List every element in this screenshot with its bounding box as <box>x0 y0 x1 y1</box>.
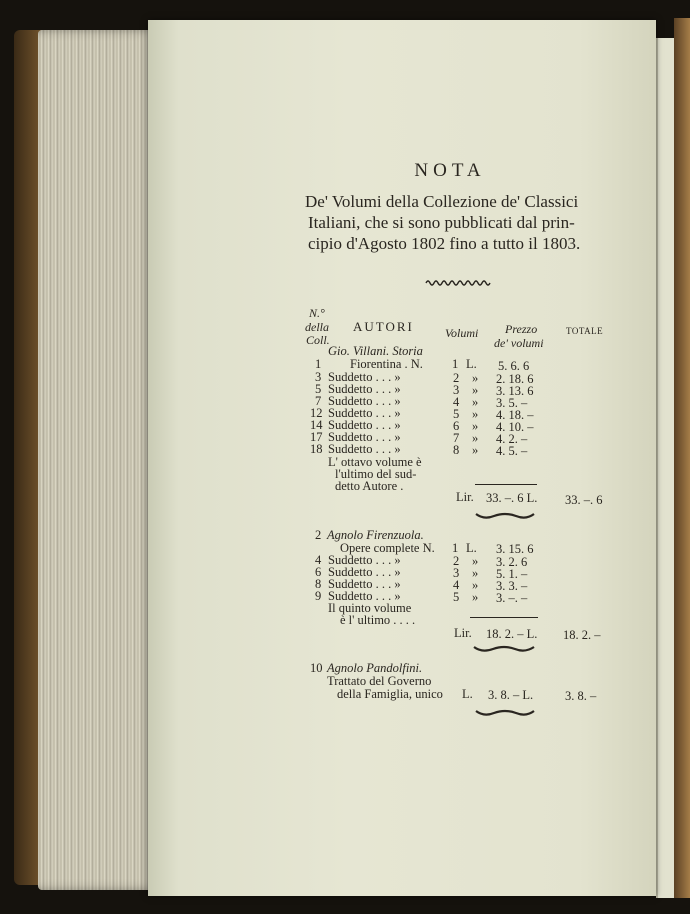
row-num: 14 <box>310 418 323 432</box>
row-vol: 3 <box>453 566 460 580</box>
row-num: 3 <box>315 370 322 384</box>
row-num: 12 <box>310 406 323 420</box>
row-vol: 2 <box>453 554 460 568</box>
sum-rule <box>475 484 537 485</box>
header-prezzo-1: Prezzo <box>505 322 538 336</box>
header-num-3: Coll. <box>306 333 330 347</box>
header-num-1: N.° <box>309 306 325 320</box>
row-text: Opere complete N. <box>340 541 435 555</box>
row-vol-sep: L. <box>466 541 477 555</box>
note-line: L' ottavo volume è <box>328 455 422 469</box>
row-num: 18 <box>310 442 323 456</box>
row-num: 1 <box>315 357 322 371</box>
header-num-2: della <box>305 320 329 334</box>
row-num: 17 <box>310 430 323 444</box>
row-text: Suddetto . . . » <box>328 442 401 456</box>
row-price: 4. 5. – <box>496 444 528 458</box>
row-vol: 3 <box>453 383 460 397</box>
row-price: 3. 13. 6 <box>496 384 534 398</box>
row-text: Suddetto . . . » <box>328 589 401 603</box>
subtotal-price: 18. 2. – L. <box>486 627 538 641</box>
note-line: l'ultimo del sud- <box>335 467 417 481</box>
row-vol: 5 <box>453 590 460 604</box>
row-vol-sep: » <box>472 395 479 409</box>
ornament-swash <box>474 510 536 522</box>
row-vol-sep: » <box>472 431 479 445</box>
row-price: 4. 18. – <box>496 408 534 422</box>
row-num: 5 <box>315 382 322 396</box>
row-text: della Famiglia, unico <box>337 687 443 701</box>
note-line: è l' ultimo . . . . <box>340 613 416 627</box>
row-num: 2 <box>315 528 322 542</box>
header-totale: TOTALE <box>566 326 604 336</box>
row-price: 4. 10. – <box>496 420 534 434</box>
author-pandolfini: Agnolo Pandolfini. <box>327 661 423 675</box>
row-num: 9 <box>315 589 322 603</box>
row-vol-sep: » <box>472 371 479 385</box>
row-num: 8 <box>315 577 322 591</box>
ornament-swash <box>472 643 536 655</box>
intro-line-1: De' Volumi della Collezione de' Classici <box>305 192 579 211</box>
note-line: detto Autore . <box>335 479 404 493</box>
ornament-swash <box>474 707 536 719</box>
row-price: 2. 18. 6 <box>496 372 534 386</box>
row-vol-sep: » <box>472 407 479 421</box>
row-price: 3. –. – <box>496 591 528 605</box>
author-firenzuola: Agnolo Firenzuola. <box>327 528 424 542</box>
row-vol-sep: » <box>472 554 479 568</box>
total-value: 18. 2. – <box>563 628 601 642</box>
row-vol: 4 <box>453 578 460 592</box>
total-value: 33. –. 6 <box>565 493 603 507</box>
row-vol: 2 <box>453 371 460 385</box>
note-line: Il quinto volume <box>328 601 412 615</box>
row-price: 3. 15. 6 <box>496 542 534 556</box>
row-text: Suddetto . . . » <box>328 577 401 591</box>
row-vol-sep: L. <box>462 687 473 701</box>
row-num: 4 <box>315 553 322 567</box>
row-vol: 8 <box>453 443 460 457</box>
total-value: 3. 8. – <box>565 689 597 703</box>
row-text: Suddetto . . . » <box>328 370 401 384</box>
row-vol: 1 <box>452 541 459 555</box>
row-price: 3. 3. – <box>496 579 528 593</box>
page-title: NOTA <box>414 160 486 181</box>
row-text: Suddetto . . . » <box>328 382 401 396</box>
row-vol-sep: » <box>472 383 479 397</box>
row-vol: 6 <box>453 419 460 433</box>
author-villani: Gio. Villani. Storia <box>328 344 423 358</box>
row-num: 6 <box>315 565 322 579</box>
row-vol-sep: L. <box>466 357 477 371</box>
subtotal-label: Lir. <box>454 626 472 640</box>
row-vol-sep: » <box>472 419 479 433</box>
row-price: 3. 2. 6 <box>496 555 528 569</box>
row-price: 3. 5. – <box>496 396 528 410</box>
row-vol-sep: » <box>472 566 479 580</box>
intro-line-2: Italiani, che si sono pubblicati dal prin- <box>308 213 575 232</box>
book-cover-right <box>674 18 690 898</box>
row-vol-sep: » <box>472 578 479 592</box>
row-num: 10 <box>310 661 323 675</box>
subtotal-label: Lir. <box>456 490 474 504</box>
row-text: Suddetto . . . » <box>328 565 401 579</box>
row-text: Suddetto . . . » <box>328 406 401 420</box>
header-autori: AUTORI <box>353 319 414 334</box>
row-price: 5. 1. – <box>496 567 528 581</box>
header-prezzo-2: de' volumi <box>494 336 544 350</box>
ornament-squiggle <box>425 278 493 288</box>
row-text: Fiorentina . N. <box>350 357 423 371</box>
row-price: 4. 2. – <box>496 432 528 446</box>
row-vol: 7 <box>453 431 460 445</box>
header-volumi: Volumi <box>445 326 479 340</box>
note-line: Trattato del Governo <box>327 674 432 688</box>
row-text: Suddetto . . . » <box>328 394 401 408</box>
row-vol: 5 <box>453 407 460 421</box>
row-text: Suddetto . . . » <box>328 430 401 444</box>
row-text: Suddetto . . . » <box>328 553 401 567</box>
row-vol-sep: » <box>472 443 479 457</box>
sum-rule <box>470 617 538 618</box>
row-text: Suddetto . . . » <box>328 418 401 432</box>
row-price: 3. 8. – L. <box>488 688 534 702</box>
subtotal-price: 33. –. 6 L. <box>486 491 538 505</box>
row-vol: 4 <box>453 395 460 409</box>
page-edges <box>38 30 156 890</box>
row-num: 7 <box>315 394 322 408</box>
row-vol-sep: » <box>472 590 479 604</box>
intro-line-3: cipio d'Agosto 1802 fino a tutto il 1803. <box>308 234 581 253</box>
row-price: 5. 6. 6 <box>498 359 530 373</box>
row-vol: 1 <box>452 357 459 371</box>
